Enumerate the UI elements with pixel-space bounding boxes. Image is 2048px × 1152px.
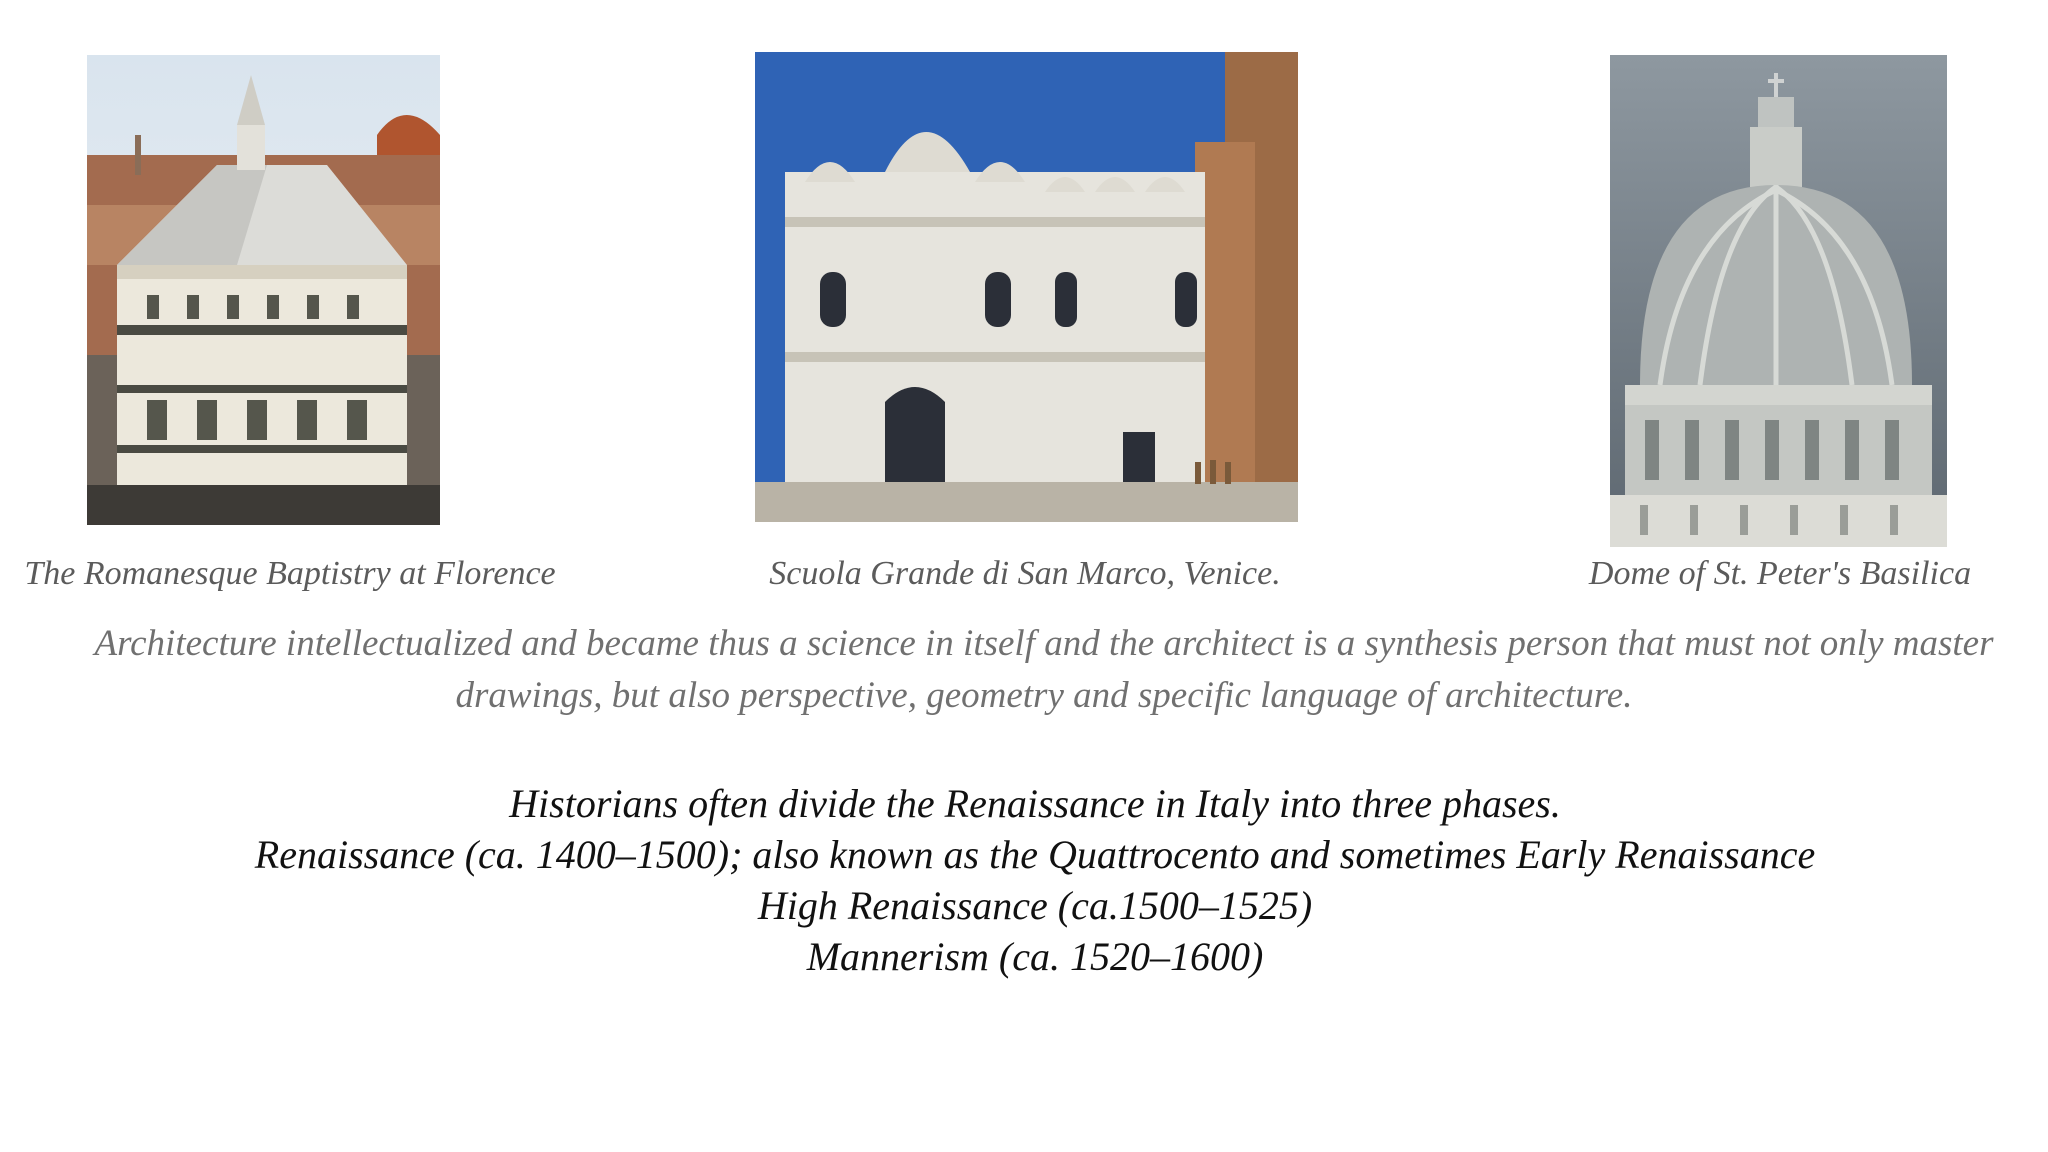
renaissance-phases <box>40 778 2030 982</box>
scuola-caption: Scuola Grande di San Marco, Venice. <box>769 555 1281 592</box>
phase-early-renaissance: Renaissance (ca. 1400–1500); also known as the Quattrocento and sometimes Early Renaissance <box>254 832 1816 877</box>
phase-mannerism: Mannerism (ca. 1520–1600) <box>806 934 1264 979</box>
summary-line-1: Architecture intellectualized and became thus a science in itself and the architect is a synthesis person that must not only master <box>94 623 1994 664</box>
scuola-illustration <box>755 52 1298 522</box>
dome-illustration <box>1610 55 1947 547</box>
phases-intro: Historians often divide the Renaissance in Italy into three phases. <box>509 781 1561 826</box>
scuola-photo <box>755 52 1298 522</box>
phase-high-renaissance: High Renaissance (ca.1500–1525) <box>757 883 1313 928</box>
st-peters-dome-photo <box>1610 55 1947 547</box>
baptistry-illustration <box>87 55 440 525</box>
architecture-summary <box>60 618 2028 722</box>
baptistry-photo <box>87 55 440 525</box>
dome-caption: Dome of St. Peter's Basilica <box>1588 555 1972 592</box>
summary-line-2: drawings, but also perspective, geometry and specific language of architecture. <box>455 675 1633 716</box>
baptistry-caption: The Romanesque Baptistry at Florence <box>24 555 556 592</box>
